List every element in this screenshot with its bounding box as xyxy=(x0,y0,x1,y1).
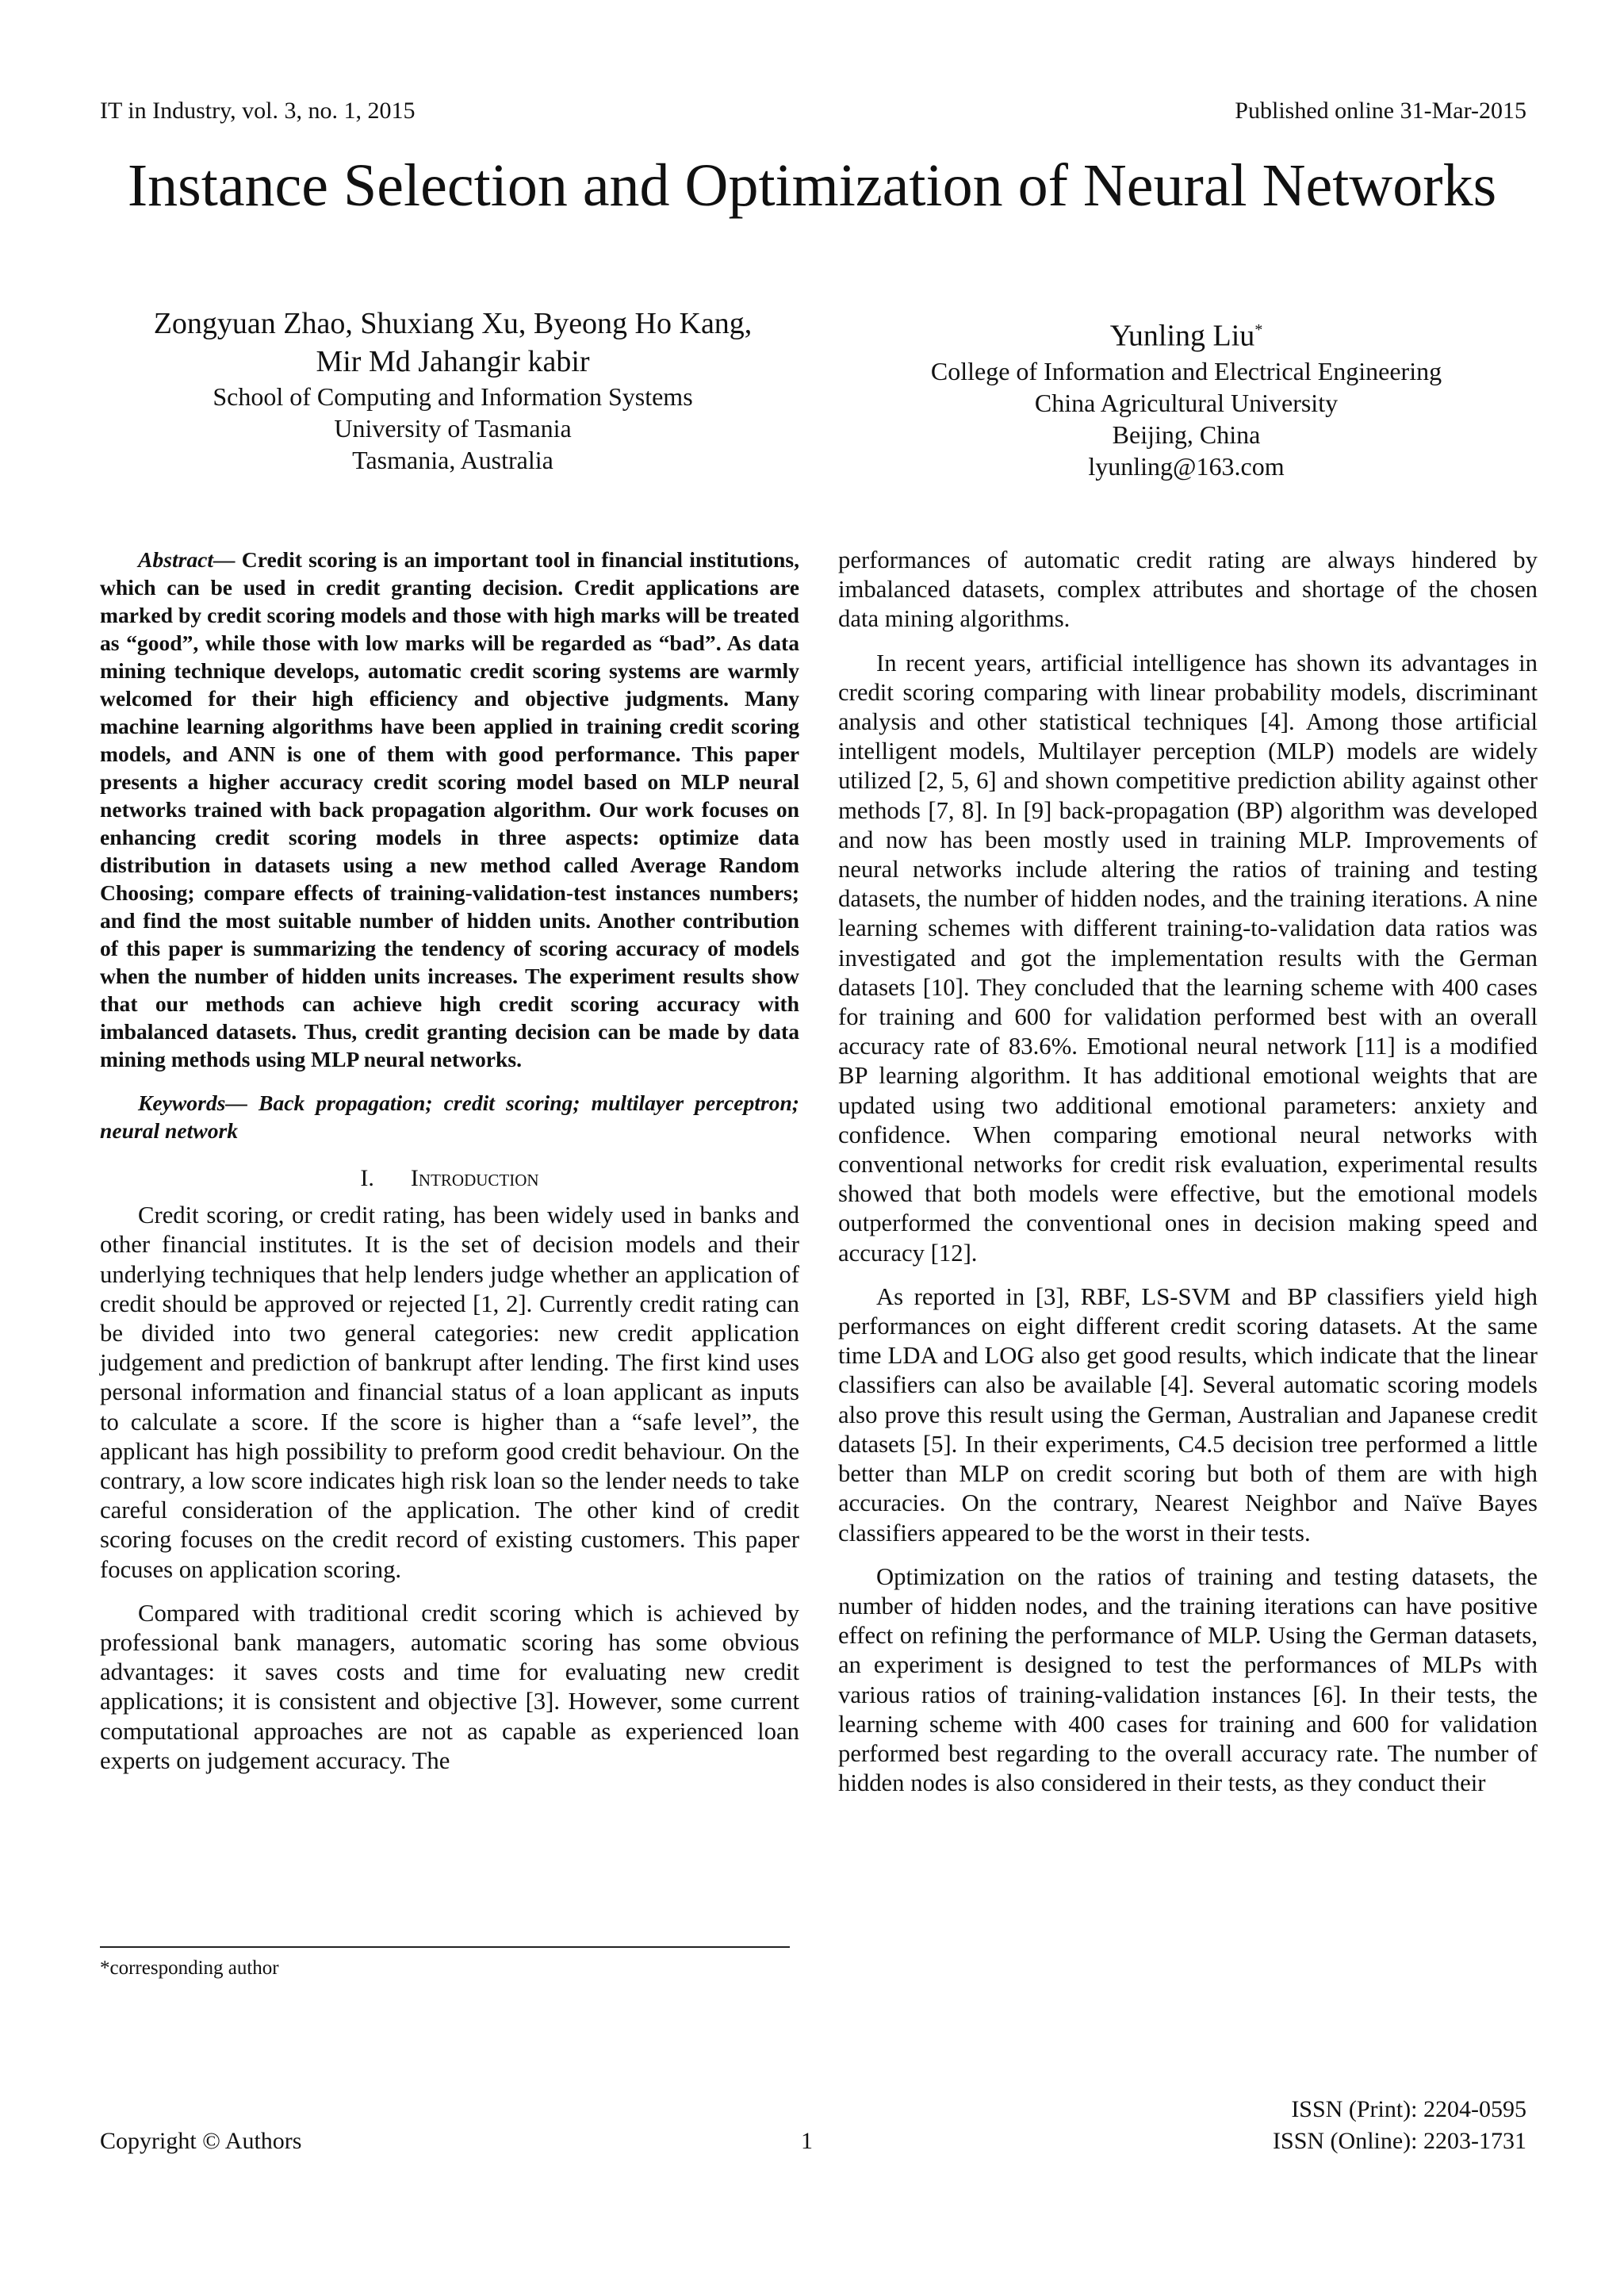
section-heading-introduction xyxy=(100,1163,799,1193)
corresponding-mark: * xyxy=(1254,321,1263,339)
paragraph: In recent years, artificial intelligence has shown its advantages in credit scoring comparing with linear probability models, discriminant analysis and other statistical techniques [4]. Among those artificial intelligent models, Multilayer perception (MLP) models are widely utilized [2, 5, 6] and shown competitive prediction ability against other methods [7, 8]. In [9] back-propagation (BP) algorithm was developed and now has been mostly used in training MLP. Improvements of neural networks include altering the ratios of training and testing datasets, the number of hidden nodes, and the training iterations. A nine learning schemes with different training-to-validation data ratios was investigated and got the implementation results with the German datasets [10]. They concluded that the learning scheme with 400 cases for training and 600 for validation performed best with an overall accuracy rate of 83.6%. Emotional neural network [11] is a modified BP learning algorithm. It has additional emotional weights that are updated using two additional emotional parameters: anxiety and confidence. When comparing emotional neural networks with conventional networks for credit risk evaluation, experimental results showed that both models were effective, but the emotional models outperformed the conventional ones in decision making speed and accuracy [12]. xyxy=(838,649,1538,1267)
issn-online: ISSN (Online): 2203-1731 xyxy=(1273,2128,1526,2154)
affiliation-location: Beijing, China xyxy=(1112,420,1261,449)
footnote: *corresponding author xyxy=(100,1957,279,1979)
affiliation-college: College of Information and Electrical Engineering xyxy=(930,356,1442,385)
affiliation-location: Tasmania, Australia xyxy=(352,446,553,474)
right-column xyxy=(838,546,1538,1798)
paragraph: Compared with traditional credit scoring which is achieved by professional bank managers, automatic scoring has some obvious advantages: it saves costs and time for evaluating new credit applications; it is consistent and objective [3]. However, some current computational approaches are not as capable as experienced loan experts on judgement accuracy. The xyxy=(100,1599,799,1774)
abstract xyxy=(100,546,799,1073)
affiliation-school: School of Computing and Information Systems xyxy=(213,382,693,411)
author-name-text: Yunling Liu xyxy=(1109,319,1255,353)
left-column xyxy=(100,546,799,1776)
affiliation-university: China Agricultural University xyxy=(1034,388,1339,417)
page-number: 1 xyxy=(801,2128,813,2154)
abstract-label: Abstract— xyxy=(138,547,236,572)
footnote-divider xyxy=(100,1946,790,1948)
paragraph: Optimization on the ratios of training and testing datasets, the number of hidden nodes, and the training iterations can have positive effect on refining the performance of MLP. Using the German datasets, an experiment is designed to test the performances of MLPs with various ratios of training-validation instances [6]. In their tests, the learning scheme with 400 cases for training and 600 for validation performed best regarding to the overall accuracy rate. The number of hidden nodes is also considered in their tests, as they conduct their xyxy=(838,1562,1538,1797)
paragraph: Credit scoring, or credit rating, has been widely used in banks and other financial institutes. It is the set of decision models and their underlying techniques that help lenders judge whether an application of credit should be approved or rejected [1, 2]. Currently credit rating can be divided into two general categories: new credit application judgement and prediction of bankrupt after lending. The first kind uses personal information and financial status of a loan applicant as inputs to calculate a score. If the score is higher than a “safe level”, the applicant has high possibility to preform good credit behaviour. On the contrary, a low score indicates high risk loan so the lender needs to take careful consideration of the application. The other kind of credit scoring focuses on the credit record of existing customers. This paper focuses on application scoring. xyxy=(100,1202,799,1583)
keywords: Keywords— Back propagation; credit scoring; multilayer perceptron; neural network xyxy=(100,1091,799,1143)
affiliation-university: University of Tasmania xyxy=(334,414,572,443)
paragraph: performances of automatic credit rating are always hindered by imbalanced datasets, complex attributes and shortage of the chosen data mining algorithms. xyxy=(838,546,1538,633)
author-email: lyunling@163.com xyxy=(1088,451,1285,481)
issn-block xyxy=(1273,2094,1526,2157)
paragraph: As reported in [3], RBF, LS-SVM and BP classifiers yield high performances on eight different credit scoring datasets. At the same time LDA and LOG also get good results, which indicate that the linear classifiers can also be available [4]. Several automatic scoring models also prove this result using the German, Australian and Japanese credit datasets [5]. In their experiments, C4.5 decision tree performed a little better than MLP on credit scoring but both of them are with high accuracies. On the contrary, Nearest Neighbor and Naïve Bayes classifiers appeared to be the worst in their tests. xyxy=(838,1282,1538,1547)
abstract-text: Credit scoring is an important tool in financial institutions, which can be used in credit granting decision. Credit applications are marked by credit scoring models and those with high marks will be treated as “good”, while those with low marks will be regarded as “bad”. As data mining technique develops, automatic credit scoring systems are warmly welcomed for their high efficiency and objective judgments. Many machine learning algorithms have been applied in training credit scoring models, and ANN is one of them with good performance. This paper presents a higher accuracy credit scoring model based on MLP neural networks trained with back propagation algorithm. Our work focuses on enhancing credit scoring models in three aspects: optimize data distribution in datasets using a new method called Average Random Choosing; compare effects of training-validation-test instances numbers; and find the most suitable number of hidden units. Another contribution of this paper is summarizing the tendency of scoring accuracy of models when the number of hidden units increases. The experiment results show that our methods can achieve high credit scoring accuracy with imbalanced datasets. Thus, credit granting decision can be made by data mining methods using MLP neural networks. xyxy=(100,547,799,1071)
publication-date: Published online 31-Mar-2015 xyxy=(1235,98,1526,124)
issn-print: ISSN (Print): 2204-0595 xyxy=(1291,2096,1526,2122)
author-name xyxy=(837,311,1535,355)
copyright-notice: Copyright © Authors xyxy=(100,2128,302,2154)
author-block-left xyxy=(100,305,806,476)
author-names-line2: Mir Md Jahangir kabir xyxy=(316,345,590,378)
section-title: Introduction xyxy=(410,1165,539,1191)
section-number: I. xyxy=(360,1165,374,1191)
paper-title: Instance Selection and Optimization of Neural Networks xyxy=(127,152,1497,219)
author-names-line1: Zongyuan Zhao, Shuxiang Xu, Byeong Ho Kang, xyxy=(153,307,753,340)
author-block-right xyxy=(837,311,1535,482)
journal-citation: IT in Industry, vol. 3, no. 1, 2015 xyxy=(100,98,416,124)
